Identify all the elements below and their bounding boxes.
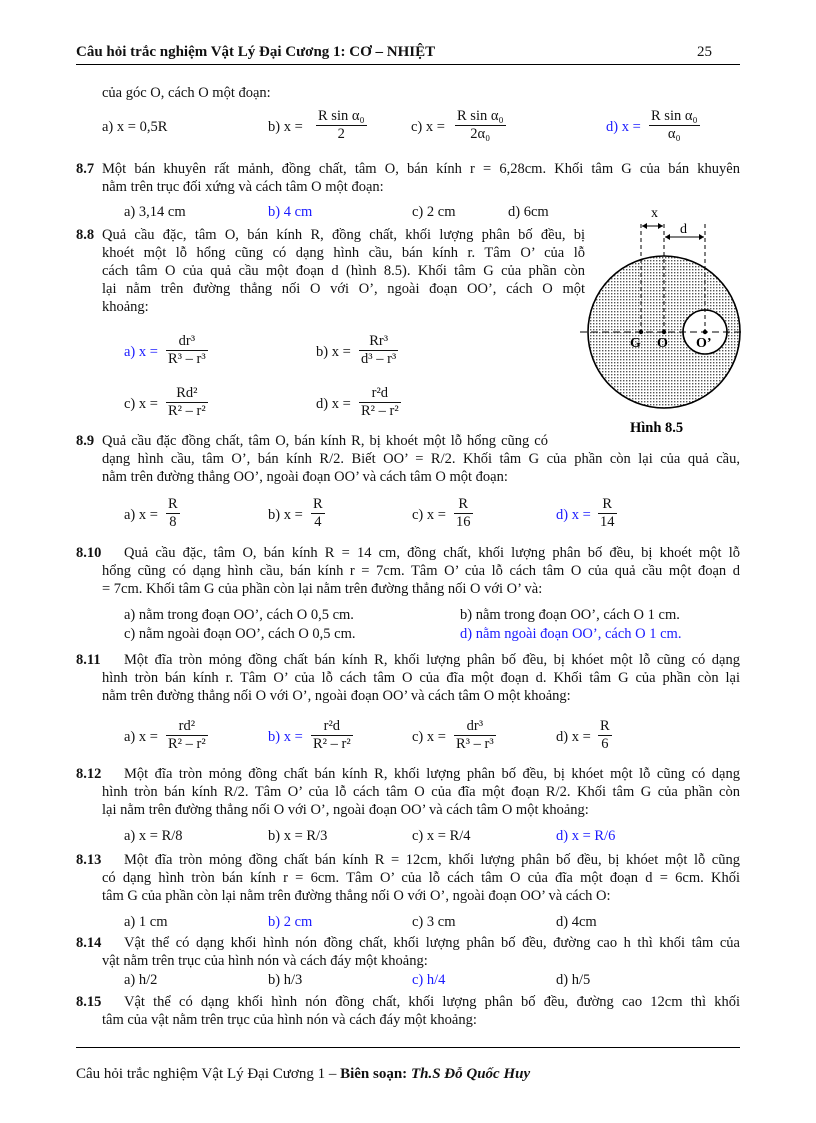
label-x: x	[651, 206, 658, 221]
q88-line-2: khoét một lỗ hổng cũng có dạng hình cầu, bán kính r. Tâm O’ của lỗ	[102, 245, 585, 261]
q89-option-a-fraction	[166, 496, 180, 531]
q812-line-2: hình tròn bán kính R/2. Tâm O’ của lỗ cách tâm O của đĩa một đoạn R/2. Khối tâm G của phần còn	[102, 784, 740, 800]
header-title	[76, 44, 740, 64]
q88-option-d-label: d) x =	[316, 396, 351, 412]
q88-option-d-fraction	[359, 385, 401, 420]
q811-line-3: nằm trên đường thẳng nối O với O’, ngoài đoạn OO’ và cách tâm O một khoảng:	[102, 688, 571, 704]
q813-option-c: c) 3 cm	[412, 914, 456, 930]
q86-d-denominator: α₀	[667, 126, 681, 142]
q88-option-a-fraction	[166, 333, 208, 368]
q813-number: 8.13	[76, 852, 102, 868]
q810-line-3: = 7cm. Khối tâm G của phần còn lại nằm trên đường thẳng nối O với O’ và:	[102, 581, 543, 597]
q813-option-b: b) 2 cm	[268, 914, 313, 930]
arrow-d-head-left	[665, 234, 670, 240]
label-o2: O’	[696, 336, 712, 351]
point-g	[639, 330, 643, 334]
q88-option-b-fraction	[359, 333, 398, 368]
q811-line-1: Một đĩa tròn mỏng đồng chất bán kính R, khối lượng phân bố đều, bị khóet một lỗ cũng có dạng	[124, 652, 740, 668]
q86-option-d-fraction	[649, 108, 700, 143]
q810-line-2: hổng cũng có dạng hình cầu, bán kính r = 7cm. Tâm O’ của lỗ cách tâm O của quả cầu một đoạn d	[102, 563, 740, 579]
q813-line-1: Một đĩa tròn mỏng đồng chất bán kính R = 12cm, khối lượng phân bố đều, bị khóet một lỗ cũng	[124, 852, 740, 868]
q811-option-c-fraction	[454, 718, 496, 753]
q86-c-numerator: R sin α₀	[457, 108, 504, 124]
label-g: G	[630, 336, 641, 351]
q86-option-d-label: d) x =	[606, 119, 641, 135]
q811-option-b-label: b) x =	[268, 729, 303, 745]
q88-option-c-label: c) x =	[124, 396, 158, 412]
q812-line-3: lại nằm trên đường thẳng nối O với O’, ngoài đoạn OO’ và cách tâm O một khoảng:	[102, 802, 589, 818]
footer-rule	[76, 1047, 740, 1048]
q813-line-2: có dạng hình tròn bán kính r = 6cm. Tâm O’ của lỗ cách tâm O của đĩa một đoạn d = 6cm. Khối	[102, 870, 740, 886]
q89-b-denominator: 4	[314, 514, 322, 530]
q88-line-4: lại nằm trên đường thẳng nối O với O’, ngoài đoạn OO’, cách O một	[102, 281, 585, 297]
q86-d-numerator: R sin α₀	[651, 108, 698, 124]
q814-number: 8.14	[76, 935, 102, 951]
q814-option-a: a) h/2	[124, 972, 158, 988]
q810-option-d-label	[460, 626, 681, 643]
q88-option-a-label: a) x =	[124, 344, 158, 360]
page-footer	[76, 1066, 530, 1083]
q811-option-a-fraction	[166, 718, 208, 753]
q811-b-denominator: R² – r²	[313, 736, 351, 752]
label-d: d	[680, 222, 687, 237]
q87-number: 8.7	[76, 161, 95, 177]
q811-option-b-fraction	[311, 718, 353, 753]
q88-line-5: khoảng:	[102, 299, 149, 315]
q86-b-numerator: R sin α₀	[318, 108, 365, 124]
q87-line-2: nằm trên trục đối xứng và cách tâm O một đoạn:	[102, 179, 384, 195]
arrow-x-head-left	[642, 223, 647, 229]
footer-text: Câu hỏi trắc nghiệm Vật Lý Đại Cương 1 –	[76, 1066, 341, 1082]
q89-line-1: Quả cầu đặc đồng chất, tâm O, bán kính R, bị khoét một lỗ hổng cũng có	[102, 433, 548, 449]
header-title-text: Câu hỏi trắc nghiệm Vật Lý Đại Cương 1: CƠ – NHIỆT	[76, 44, 436, 60]
q89-option-b-fraction	[311, 496, 325, 531]
q810-option-a: a) nằm trong đoạn OO’, cách O 0,5 cm.	[124, 607, 354, 623]
q811-d-numerator: R	[600, 718, 610, 734]
q810-option-d: d) nằm ngoài đoạn OO’, cách O 1 cm.	[460, 626, 682, 642]
q812-line-1: Một đĩa tròn mỏng đồng chất bán kính R, khối lượng phân bố đều, bị khóet một lỗ cũng có dạng	[124, 766, 740, 782]
q89-option-c-fraction	[454, 496, 473, 531]
q89-option-d-fraction	[598, 496, 617, 531]
q86-continuation: của góc O, cách O một đoạn:	[102, 85, 271, 101]
q89-a-numerator: R	[168, 496, 178, 512]
q88-line-1: Quả cầu đặc, tâm O, bán kính R, đồng chất, khối lượng phân bố đều, bị	[102, 227, 585, 243]
q89-option-d-label: d) x =	[556, 507, 591, 523]
q814-option-b: b) h/3	[268, 972, 303, 988]
q89-option-a-label: a) x =	[124, 507, 158, 523]
q813-line-3: tâm G của phần còn lại nằm trên đường thẳng nối O với O’, ngoài đoạn OO’ và cách O:	[102, 888, 611, 904]
q88-a-denominator: R³ – r³	[168, 351, 206, 367]
q88-c-numerator: Rd²	[166, 385, 208, 403]
q815-number: 8.15	[76, 994, 102, 1010]
q814-option-d: d) h/5	[556, 972, 591, 988]
q810-number: 8.10	[76, 545, 102, 561]
q87-option-d: d) 6cm	[508, 204, 549, 220]
q86-option-b-fraction	[316, 108, 367, 143]
q811-c-denominator: R³ – r³	[456, 736, 494, 752]
figure-caption: Hình 8.5	[630, 420, 684, 436]
q814-option-c: c) h/4	[412, 972, 446, 988]
q815-line-1: Vật thể có dạng khối hình nón đồng chất, khối lượng phân bố đều, đường cao 12cm thì khối	[124, 994, 740, 1010]
q88-d-numerator: r²d	[359, 385, 401, 403]
q89-a-denominator: 8	[169, 514, 177, 530]
q88-b-denominator: d³ – r³	[361, 351, 397, 367]
q89-line-3: nằm trên đường thẳng OO’, ngoài đoạn OO’ và cách tâm O một đoạn:	[102, 469, 508, 485]
q87-option-c: c) 2 cm	[412, 204, 456, 220]
q88-option-b-label: b) x =	[316, 344, 351, 360]
q89-c-numerator: R	[454, 496, 473, 514]
q89-number: 8.9	[76, 433, 95, 449]
q88-c-denominator: R² – r²	[168, 403, 206, 419]
q811-line-2: hình tròn bán kính r. Tâm O’ của lỗ cách tâm O của đĩa một đoạn d. Khối tâm G của phần còn lại	[102, 670, 740, 686]
q87-option-b: b) 4 cm	[268, 204, 313, 220]
q811-number: 8.11	[76, 652, 101, 668]
point-o2	[703, 330, 707, 334]
q89-d-numerator: R	[598, 496, 617, 514]
q814-line-1: Vật thể có dạng khối hình nón đồng chất, khối lượng phân bố đều, đường cao h thì khối tâm của	[124, 935, 740, 951]
q813-option-a: a) 1 cm	[124, 914, 168, 930]
q811-option-a-label: a) x =	[124, 729, 158, 745]
q86-option-a: a) x = 0,5R	[102, 119, 168, 135]
footer-label: Biên soạn:	[340, 1066, 408, 1082]
header-rule	[76, 64, 740, 65]
q88-number: 8.8	[76, 227, 95, 243]
q812-option-d: d) x = R/6	[556, 828, 616, 844]
q810-option-c: c) nằm ngoài đoạn OO’, cách O 0,5 cm.	[124, 626, 356, 642]
arrow-x-head-right	[658, 223, 663, 229]
q89-b-numerator: R	[313, 496, 323, 512]
q89-option-b-label: b) x =	[268, 507, 303, 523]
q87-line-1: Một bán khuyên rất mảnh, đồng chất, tâm O, bán kính r = 6,28cm. Khối tâm G của bán khuyên	[102, 161, 740, 177]
q812-option-a: a) x = R/8	[124, 828, 183, 844]
q89-line-2: dạng hình cầu, tâm O’, bán kính R/2. Biết OO’ = R/2. Khối tâm G của phần còn lại của quả cầu,	[102, 451, 740, 467]
q86-option-c-label: c) x =	[411, 119, 445, 135]
q86-c-denominator: 2α₀	[470, 126, 491, 142]
arrow-d-head-right	[699, 234, 704, 240]
q812-number: 8.12	[76, 766, 102, 782]
q88-a-numerator: dr³	[166, 333, 208, 351]
q810-line-1: Quả cầu đặc, tâm O, bán kính R = 14 cm, đồng chất, khối lượng phân bố đều, bị khoét một lỗ	[124, 545, 740, 561]
q811-b-numerator: r²d	[311, 718, 353, 736]
q86-b-denominator: 2	[337, 126, 345, 142]
point-o	[662, 330, 666, 334]
q88-b-numerator: Rr³	[359, 333, 398, 351]
q89-d-denominator: 14	[600, 514, 615, 530]
q811-d-denominator: 6	[601, 736, 609, 752]
q88-d-denominator: R² – r²	[361, 403, 399, 419]
q811-a-numerator: rd²	[166, 718, 208, 736]
label-o: O	[657, 336, 668, 351]
q815-line-2: tâm của vật nằm trên trục của hình nón và cách đáy một khoảng:	[102, 1012, 477, 1028]
figure-8-5	[578, 200, 748, 440]
q811-option-d-fraction	[598, 718, 612, 753]
q811-c-numerator: dr³	[454, 718, 496, 736]
footer-author: Th.S Đỗ Quốc Huy	[410, 1066, 531, 1082]
q87-option-a: a) 3,14 cm	[124, 204, 186, 220]
q86-option-c-fraction	[455, 108, 506, 143]
q89-option-c-label: c) x =	[412, 507, 446, 523]
q811-option-d-label: d) x =	[556, 729, 591, 745]
page-number: 25	[697, 44, 712, 60]
q89-c-denominator: 16	[456, 514, 471, 530]
q811-a-denominator: R² – r²	[168, 736, 206, 752]
q86-option-b-label: b) x =	[268, 119, 303, 135]
q810-option-b: b) nằm trong đoạn OO’, cách O 1 cm.	[460, 607, 680, 623]
q88-option-c-fraction	[166, 385, 208, 420]
q811-option-c-label: c) x =	[412, 729, 446, 745]
q813-option-d: d) 4cm	[556, 914, 597, 930]
q812-option-b: b) x = R/3	[268, 828, 328, 844]
q812-option-c: c) x = R/4	[412, 828, 471, 844]
q814-line-2: vật nằm trên trục của hình nón và cách đáy một khoảng:	[102, 953, 428, 969]
q88-line-3: cách tâm O của quả cầu một đoạn d (hình 8.5). Khối tâm G của phần còn	[102, 263, 585, 279]
